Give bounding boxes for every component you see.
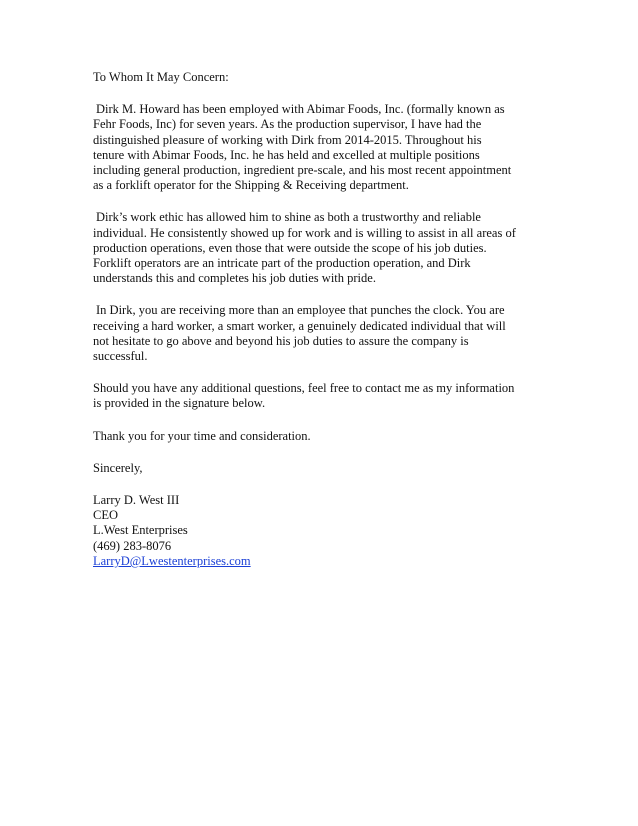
paragraph-line: successful. bbox=[93, 349, 148, 364]
paragraph-summary bbox=[93, 303, 563, 364]
paragraph-line: production operations, even those that were outside the scope of his job duties. bbox=[93, 240, 487, 255]
signature-name: Larry D. West III bbox=[93, 493, 180, 508]
paragraph-line: including general production, ingredient pre-scale, and his most recent appointment bbox=[93, 163, 512, 178]
closing: Sincerely, bbox=[93, 460, 143, 475]
paragraph-line: Thank you for your time and consideration. bbox=[93, 428, 311, 443]
paragraph-line: receiving a hard worker, a smart worker, a genuinely dedicated individual that will bbox=[93, 318, 506, 333]
paragraph-line: Forklift operators are an intricate part of the production operation, and Dirk bbox=[93, 256, 471, 271]
closing-block bbox=[93, 461, 563, 476]
paragraph-work-ethic bbox=[93, 210, 563, 286]
signature-block bbox=[93, 493, 563, 569]
paragraph-line: Dirk’s work ethic has allowed him to shine as both a trustworthy and reliable bbox=[96, 210, 481, 225]
paragraph-line: Dirk M. Howard has been employed with Abimar Foods, Inc. (formally known as bbox=[96, 102, 505, 117]
signature-company: L.West Enterprises bbox=[93, 523, 188, 538]
signature-email-link[interactable]: LarryD@Lwestenterprises.com bbox=[93, 553, 251, 568]
paragraph-line: is provided in the signature below. bbox=[93, 396, 266, 411]
paragraph-line: In Dirk, you are receiving more than an employee that punches the clock. You are bbox=[96, 303, 505, 318]
paragraph-thanks bbox=[93, 429, 563, 444]
paragraph-line: Should you have any additional questions, feel free to contact me as my information bbox=[93, 381, 515, 396]
signature-phone: (469) 283-8076 bbox=[93, 538, 172, 553]
paragraph-line: distinguished pleasure of working with Dirk from 2014-2015. Throughout his bbox=[93, 132, 482, 147]
paragraph-line: individual. He consistently showed up for work and is willing to assist in all areas of bbox=[93, 225, 516, 240]
salutation: To Whom It May Concern: bbox=[93, 70, 229, 84]
paragraph-line: understands this and completes his job duties with pride. bbox=[93, 271, 376, 286]
paragraph-line: Fehr Foods, Inc) for seven years. As the production supervisor, I have had the bbox=[93, 117, 482, 132]
salutation-block bbox=[93, 70, 563, 85]
paragraph-line: as a forklift operator for the Shipping & Receiving department. bbox=[93, 178, 409, 193]
paragraph-employment bbox=[93, 102, 563, 193]
letter-body bbox=[93, 70, 563, 569]
paragraph-line: not hesitate to go above and beyond his job duties to assure the company is bbox=[93, 333, 469, 348]
paragraph-line: tenure with Abimar Foods, Inc. he has held and excelled at multiple positions bbox=[93, 147, 480, 162]
paragraph-contact bbox=[93, 381, 563, 411]
signature-title: CEO bbox=[93, 508, 118, 523]
